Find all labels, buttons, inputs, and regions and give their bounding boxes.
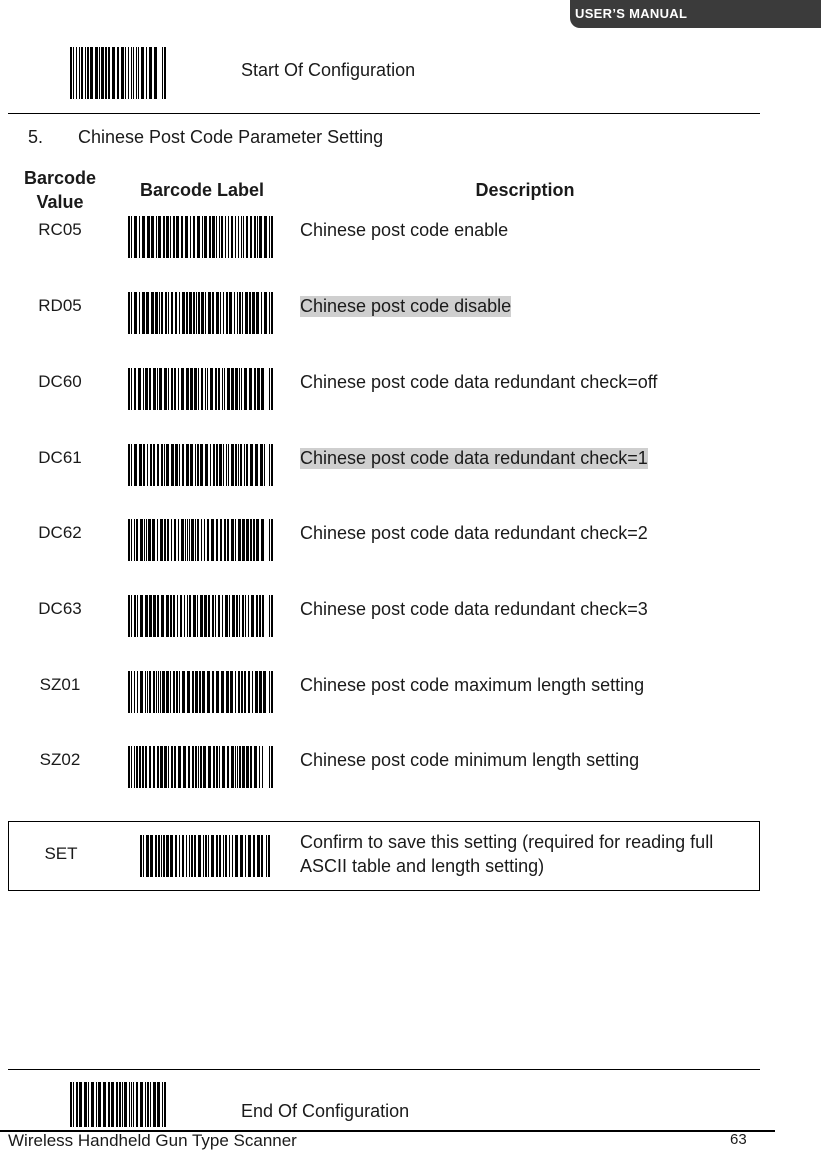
barcode-value: DC61: [38, 448, 82, 467]
barcode-label: [128, 444, 273, 486]
barcode-description: Chinese post code enable: [300, 220, 509, 240]
table-row: [0, 519, 760, 569]
bottom-divider: [8, 1069, 760, 1070]
footer-product-name: Wireless Handheld Gun Type Scanner: [8, 1131, 297, 1150]
barcode-label: [128, 671, 273, 713]
barcode-value: DC63: [38, 599, 82, 618]
set-confirm-box: [8, 821, 760, 891]
barcode-label: [128, 368, 273, 410]
barcode-label: [128, 595, 273, 637]
table-row: [0, 216, 760, 266]
barcode-description: Chinese post code maximum length setting: [300, 675, 645, 695]
barcode-value: DC60: [38, 372, 82, 391]
start-config-barcode: [70, 47, 166, 99]
start-config-caption: Start Of Configuration: [241, 60, 416, 80]
barcode-value: DC62: [38, 523, 82, 542]
manual-header-tab: [570, 0, 821, 28]
top-divider: [8, 113, 760, 114]
end-config-barcode: [70, 1082, 166, 1127]
barcode-description: Chinese post code minimum length setting: [300, 750, 640, 770]
barcode-description: Chinese post code data redundant check=3: [300, 599, 648, 619]
barcode-value: SZ02: [39, 750, 81, 769]
barcode-description: Chinese post code disable: [300, 296, 512, 316]
barcode-description: Chinese post code data redundant check=2: [300, 523, 648, 543]
table-row: [0, 746, 760, 796]
barcode-description: Chinese post code data redundant check=1: [300, 448, 648, 468]
table-row: [0, 292, 760, 342]
barcode-value: RC05: [38, 220, 82, 239]
column-header-value: Barcode Value: [23, 168, 97, 212]
barcode-label: [128, 746, 273, 788]
table-row: [0, 595, 760, 645]
barcode-label: [128, 292, 273, 334]
barcode-description: Chinese post code data redundant check=off: [300, 372, 658, 392]
barcode-label: [128, 216, 273, 258]
set-description: Confirm to save this setting (required for reading full ASCII table and length setting): [300, 832, 714, 876]
barcode-value: SZ01: [39, 675, 81, 694]
set-barcode-label: [140, 835, 270, 877]
page-number: 63: [730, 1131, 747, 1148]
section-number: 5.: [28, 127, 44, 147]
table-row: [0, 444, 760, 494]
column-header-label: Barcode Label: [139, 180, 265, 200]
end-config-caption: End Of Configuration: [241, 1101, 410, 1121]
barcode-label: [128, 519, 273, 561]
barcode-value: RD05: [38, 296, 82, 315]
set-barcode-value: SET: [44, 844, 78, 863]
manual-header-title: USER’S MANUAL: [575, 6, 688, 21]
section-title: Chinese Post Code Parameter Setting: [78, 127, 384, 147]
table-row: [0, 368, 760, 418]
column-header-description: Description: [475, 180, 575, 200]
table-row: [0, 671, 760, 721]
